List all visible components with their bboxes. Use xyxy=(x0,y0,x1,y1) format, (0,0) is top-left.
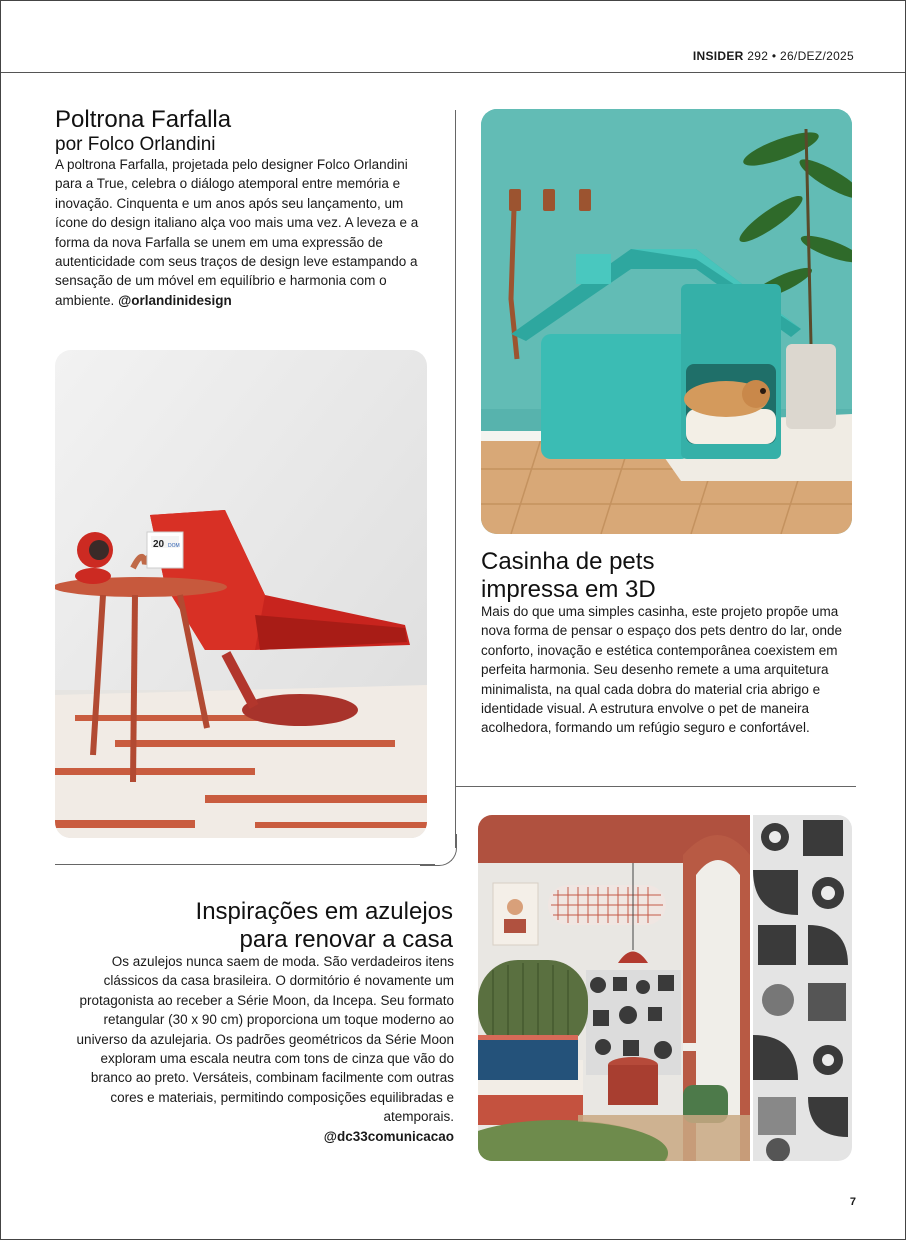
azulejos-title-line1: Inspirações em azulejos xyxy=(195,898,453,925)
header-divider xyxy=(1,72,905,73)
farfalla-body-text: A poltrona Farfalla, projetada pelo designer Folco Orlandini para a True, celebra o diálogo atemporal entre memória e inovação. Cinquenta e um anos após seu lançamento, um ícone do design italiano alça voo mais uma vez. A leveza e a forma da nova Farfalla se unem em uma expressão de autenticidade com seus traços de design leve estampando a sensação de um móvel em equilíbrio e harmonia com o ambiente. xyxy=(55,157,419,308)
pets-title-line1: Casinha de pets xyxy=(481,548,655,575)
bedroom-tiles-photo xyxy=(478,815,750,1161)
azulejos-title-line2: para renovar a casa xyxy=(239,926,453,953)
clock-digits: 20 xyxy=(153,539,165,550)
tile-pattern-photo xyxy=(753,815,852,1161)
page-header xyxy=(693,49,854,63)
right-column-rule xyxy=(455,786,856,787)
azulejos-handle[interactable]: @dc33comunicacao xyxy=(323,1128,454,1144)
page-number: 7 xyxy=(849,1196,856,1208)
azulejos-body-text: Os azulejos nunca saem de moda. São verdadeiros itens clássicos da casa brasileira. O dormitório é novamente um protagonista ao receber a Série Moon, da Incepa. Seu formato retangular (30 x 90 cm) proporciona um toque moderno ao universo da azulejaria. Os padrões geométricos da Série Moon exploram uma escala neutra com tons de cinza que vão do branco ao preto. Versáteis, combinam facilmente com outras cores e materiais, permitindo composições equilibradas e atemporais. xyxy=(76,954,454,1125)
pets-title-line2: impressa em 3D xyxy=(481,576,656,603)
farfalla-subtitle: por Folco Orlandini xyxy=(55,134,216,155)
azulejos-body xyxy=(75,952,454,1146)
left-column-rule xyxy=(455,110,456,848)
clock-day: DOM xyxy=(168,543,180,549)
magazine-brand: INSIDER xyxy=(692,49,744,63)
left-column-bottom-rule xyxy=(55,864,435,865)
farfalla-title: Poltrona Farfalla xyxy=(55,106,232,133)
farfalla-chair-photo xyxy=(55,350,427,838)
farfalla-handle[interactable]: @orlandinidesign xyxy=(118,292,232,308)
pet-house-photo xyxy=(481,109,852,534)
farfalla-body xyxy=(55,155,427,310)
issue-info: 292 • 26/DEZ/2025 xyxy=(747,49,854,63)
pets-body: Mais do que uma simples casinha, este projeto propõe uma nova forma de pensar o espaço dos pets dentro do lar, onde conforto, inovação e estética contemporânea coexistem em perfeita harmonia. Seu desenho remete a uma arquitetura minimalista, na qual cada dobra do material cria abrigo e identidade visual. A estrutura envolve o pet de maneira acolhedora, formando um refúgio seguro e confortável. xyxy=(481,604,842,736)
